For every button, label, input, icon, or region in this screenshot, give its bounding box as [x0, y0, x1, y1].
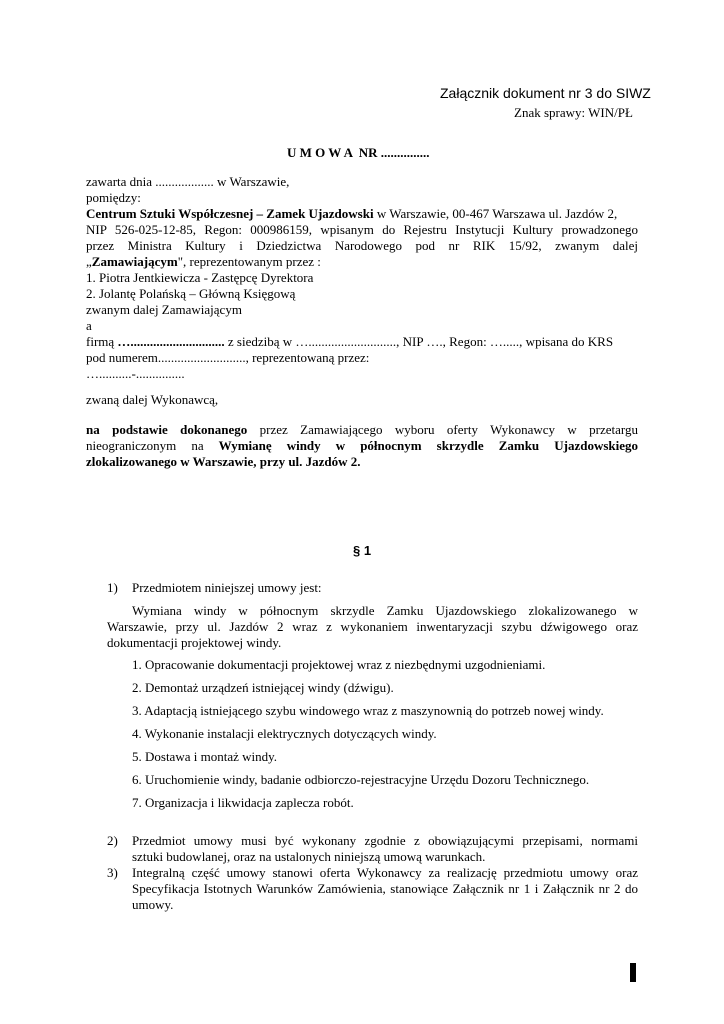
party1-alias: Zamawiającym	[91, 254, 178, 269]
party1-name: Centrum Sztuki Współczesnej – Zamek Ujazdowski	[86, 206, 374, 221]
scope-item: 6. Uruchomienie windy, badanie odbiorczo-rejestracyjne Urzędu Dozoru Technicznego.	[132, 772, 590, 787]
attachment-label: Załącznik dokument nr 3 do SIWZ	[440, 85, 651, 101]
case-reference: Znak sprawy: WIN/PŁ	[514, 105, 633, 120]
scope-item: 7. Organizacja i likwidacja zaplecza robót.	[132, 795, 354, 810]
item3-number: 3)	[107, 865, 118, 880]
party1-address: w Warszawie, 00-467 Warszawa ul. Jazdów 2,	[373, 206, 618, 221]
subject-desc-line2: Warszawie, przy ul. Jazdów 2 wraz z wykonaniem inwentaryzacji szybu dźwigowego oraz	[107, 619, 638, 634]
firm-name-placeholder: ….............................	[117, 334, 225, 349]
basis-text2: nieograniczonym na	[86, 438, 219, 453]
scope-item: 4. Wykonanie instalacji elektrycznych dotyczących windy.	[132, 726, 437, 741]
item2-number: 2)	[107, 833, 118, 848]
section-heading: § 1	[353, 543, 372, 558]
party1-line2: NIP 526-025-12-85, Regon: 000986159, wpisanym do Rejestru Instytucji Kultury prowadzonego	[86, 222, 638, 237]
item3-line1: Integralną część umowy stanowi oferta Wykonawcy za realizację przedmiotu umowy oraz	[132, 865, 638, 880]
contractor-representative: …..........-...............	[86, 366, 185, 381]
between-line: pomiędzy:	[86, 190, 141, 205]
krs-line: pod numerem..........................., reprezentowaną przez:	[86, 350, 370, 365]
party1-line1	[86, 206, 617, 222]
and-line: a	[86, 318, 92, 333]
item3-line3: umowy.	[132, 897, 174, 912]
item2-line1: Przedmiot umowy musi być wykonany zgodnie z obowiązującymi przepisami, normami	[132, 833, 638, 848]
party1-line4	[86, 254, 321, 270]
concluded-line: zawarta dnia .................. w Warszawie,	[86, 174, 290, 189]
item1-text: Przedmiotem niniejszej umowy jest:	[132, 580, 322, 595]
firm-label: firmą	[86, 334, 118, 349]
scope-item: 5. Dostawa i montaż windy.	[132, 749, 278, 764]
item1-number: 1)	[107, 580, 118, 595]
page-marker	[630, 963, 636, 982]
client-alias-line: zwanym dalej Zamawiającym	[86, 302, 242, 317]
page-title: U M O W A NR ...............	[287, 145, 430, 160]
party1-line3: przez Ministra Kultury i Dziedzictwa Narodowego pod nr RIK 15/92, zwanym dalej	[86, 238, 638, 253]
basis-subject: Wymianę windy w północnym skrzydle Zamku Ujazdowskiego	[218, 438, 639, 453]
basis-text1: przez Zamawiającego wyboru oferty Wykonawcy w przetargu	[247, 422, 638, 437]
scope-item: 1. Opracowanie dokumentacji projektowej wraz z niezbędnymi uzgodnieniami.	[132, 657, 546, 672]
item3-line2: Specyfikacja Istotnych Warunków Zamówienia, stanowiące Załącznik nr 1 i Załącznik nr 2 do	[132, 881, 638, 896]
party1-representation: ", reprezentowanym przez :	[177, 254, 321, 269]
representative-2: 2. Jolantę Polańską – Główną Księgową	[86, 286, 296, 301]
scope-item: 2. Demontaż urządzeń istniejącej windy (dźwigu).	[132, 680, 394, 695]
basis-line2	[86, 438, 638, 454]
firm-details: z siedzibą w …..........................., NIP …., Regon: …....., wpisana do KRS	[224, 334, 614, 349]
subject-desc-line3: dokumentacji projektowej windy.	[107, 635, 282, 650]
basis-bold-lead: na podstawie dokonanego	[86, 422, 248, 437]
contractor-alias-line: zwaną dalej Wykonawcą,	[86, 392, 219, 407]
item2-line2: sztuki budowlanej, oraz na ustalonych niniejszą umową warunkach.	[132, 849, 486, 864]
contractor-firm-line	[86, 334, 613, 350]
subject-desc-line1: Wymiana windy w północnym skrzydle Zamku Ujazdowskiego zlokalizowanego w	[132, 603, 638, 618]
basis-line1	[86, 422, 638, 438]
quote-open: „	[86, 254, 92, 269]
scope-item: 3. Adaptacją istniejącego szybu windowego wraz z maszynownią do potrzeb nowej windy.	[132, 703, 604, 718]
representative-1: 1. Piotra Jentkiewicza - Zastępcę Dyrektora	[86, 270, 314, 285]
basis-line3: zlokalizowanego w Warszawie, przy ul. Jazdów 2.	[86, 454, 361, 469]
